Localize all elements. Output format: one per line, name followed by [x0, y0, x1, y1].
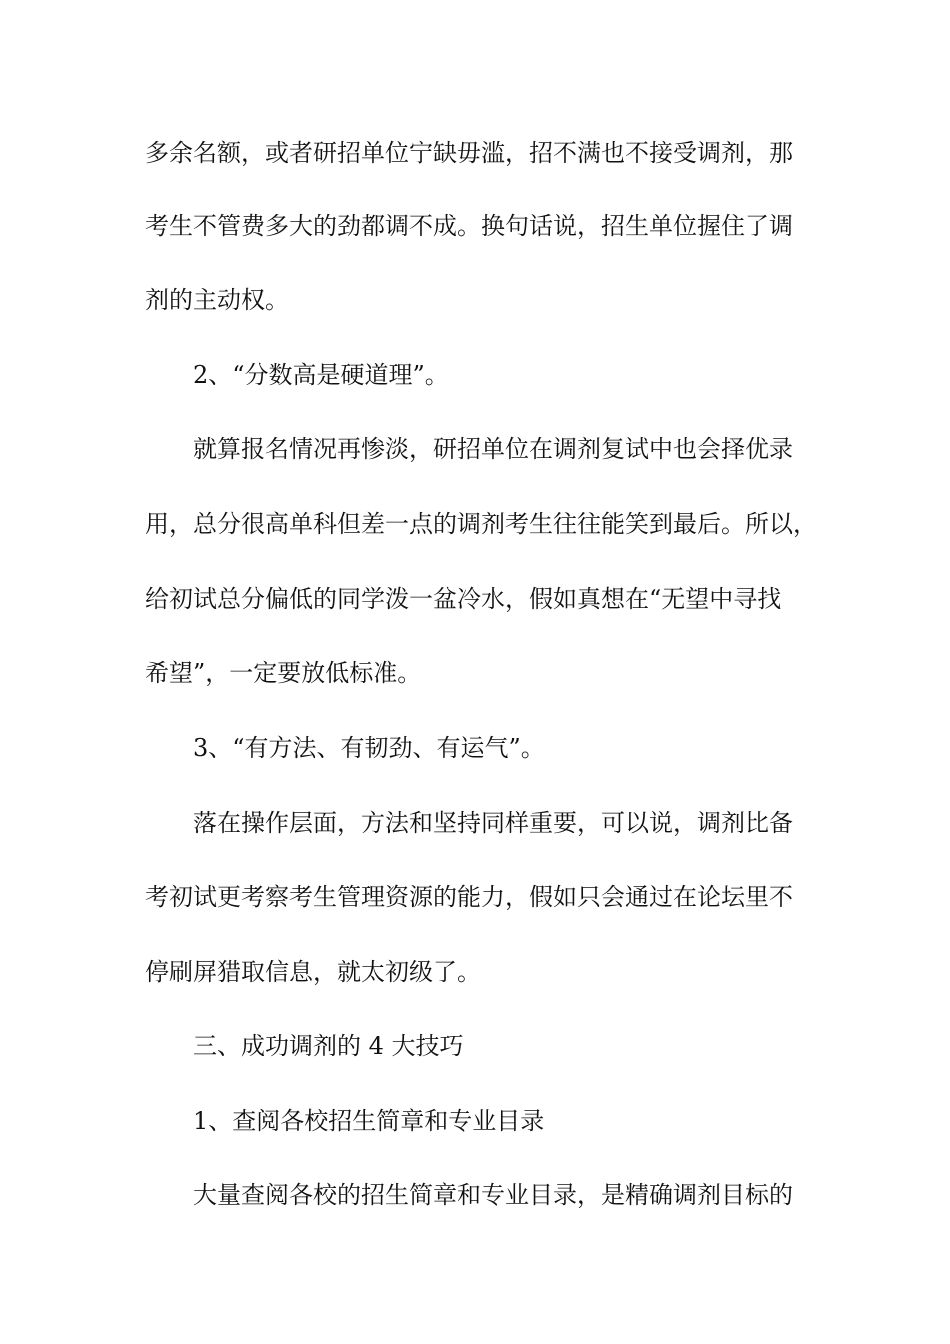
paragraph-line: 希望”，一定要放低标准。	[145, 659, 422, 687]
section-heading: 3、“有方法、有韧劲、有运气”。	[193, 734, 545, 762]
paragraph-line: 大量查阅各校的招生简章和专业目录，是精确调剂目标的	[193, 1181, 793, 1209]
paragraph-line: 就算报名情况再惨淡，研招单位在调剂复试中也会择优录	[193, 435, 793, 463]
paragraph-line: 考生不管费多大的劲都调不成。换句话说，招生单位握住了调	[145, 212, 793, 240]
paragraph-line: 用，总分很高单科但差一点的调剂考生往往能笑到最后。所以，	[145, 510, 817, 538]
chapter-heading: 三、成功调剂的 4 大技巧	[193, 1032, 464, 1060]
paragraph-line: 剂的主动权。	[145, 286, 289, 314]
paragraph-line: 停刷屏猎取信息，就太初级了。	[145, 958, 481, 986]
paragraph-line: 给初试总分偏低的同学泼一盆冷水，假如真想在“无望中寻找	[145, 585, 782, 613]
section-heading: 1、查阅各校招生简章和专业目录	[193, 1107, 545, 1135]
paragraph-line: 落在操作层面，方法和坚持同样重要，可以说，调剂比备	[193, 809, 793, 837]
section-heading: 2、“分数高是硬道理”。	[193, 361, 449, 389]
paragraph-line: 多余名额，或者研招单位宁缺毋滥，招不满也不接受调剂，那	[145, 139, 793, 167]
paragraph-line: 考初试更考察考生管理资源的能力，假如只会通过在论坛里不	[145, 883, 793, 911]
